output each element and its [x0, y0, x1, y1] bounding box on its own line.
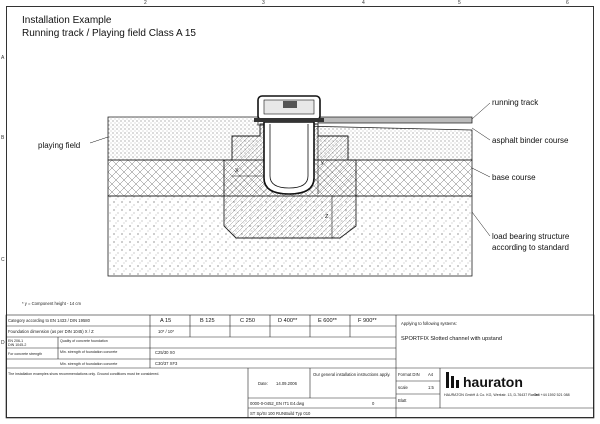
row-concrete-norm-a: EN 206-1: [8, 339, 24, 343]
ruler-top-3: 3: [262, 0, 265, 6]
revision: 0: [372, 401, 375, 406]
label-playing-field: playing field: [38, 141, 81, 150]
ruler-side-d: D: [1, 340, 5, 346]
class-a15: A 15: [160, 318, 172, 324]
row-foundation-value: 10* / 10*: [158, 329, 175, 334]
dimension-z-label: Z: [325, 214, 329, 220]
class-d400: D 400**: [278, 318, 298, 324]
scale-value: 1:5: [428, 385, 434, 390]
class-e600: E 600**: [318, 318, 337, 324]
disclaimer: The installation examples show recommendations only. Ground conditions must be considered.: [8, 372, 160, 376]
channel-body: [264, 122, 314, 194]
ruler-side-b: B: [1, 135, 5, 141]
leader-playing-field: [90, 137, 108, 143]
date-value: 14.09.2006: [276, 381, 297, 386]
leader-running-track: [472, 103, 490, 119]
table-header-left: Category according to EN 1433 / DIN 19580: [8, 318, 90, 323]
class-c250: C 250: [240, 318, 255, 324]
row-concrete-norm-b: DIN 1045-2: [8, 343, 27, 347]
dimension-y-label: y: [321, 160, 324, 166]
file-reference: ST Sp/SI 100 RUNBuild Typ 010: [250, 411, 311, 416]
row-concrete-quality: Quality of concrete foundation: [60, 339, 108, 343]
company-phone: Tel. +44 1592 521 088: [534, 393, 570, 397]
channel-flange: [254, 118, 324, 122]
hauraton-logo-icon: [446, 372, 459, 388]
format-value: A4: [428, 372, 434, 377]
company-address: HAURATON GmbH & Co. KG, Werkstr. 13, D-76437 Rastatt: [444, 393, 540, 397]
running-track-layer: [318, 117, 472, 123]
applying-system: SPORTFIX Slotted channel with upstand: [401, 336, 502, 342]
date-label: Date:: [258, 381, 269, 386]
applying-title: Applying to following systems:: [401, 321, 457, 326]
general-info: Our general installation instructions apply.: [313, 372, 391, 377]
company-logo-text: hauraton: [463, 374, 523, 390]
ruler-side-a: A: [1, 55, 5, 61]
dimension-x-label: X: [235, 168, 239, 174]
footnote: * y = Component height - 14 cm: [22, 301, 82, 306]
row-strength-value-1: C25/30 X0: [155, 350, 175, 355]
row-strength-label: For concrete strength: [8, 352, 43, 356]
row-strength-value-2: C30/37 XF3: [155, 361, 178, 366]
row-strength-desc-2: Min. strength of foundation concrete: [60, 362, 118, 366]
ruler-side-c: C: [1, 257, 5, 263]
leader-load-bearing: [472, 212, 490, 236]
label-running-track: running track: [492, 98, 539, 107]
row-foundation-label: Foundation dimension (as per DIN 1045) X / Z: [8, 329, 94, 334]
drawing-number: 0000-0-0452_EN IT1 E4.dwg: [250, 401, 305, 406]
ruler-top-6: 6: [566, 0, 569, 6]
class-f900: F 900**: [358, 318, 377, 324]
label-asphalt: asphalt binder course: [492, 136, 569, 145]
sheet-label: Blatt: [398, 398, 407, 403]
scale-label: scale: [398, 385, 408, 390]
title-line-2: Running track / Playing field Class A 15: [22, 28, 196, 39]
title-line-1: Installation Example: [22, 15, 112, 26]
class-b125: B 125: [200, 318, 215, 324]
ruler-top-4: 4: [362, 0, 365, 6]
leader-asphalt: [472, 128, 490, 140]
row-strength-desc-1: Min. strength of foundation concrete: [60, 350, 118, 354]
label-base-course: base course: [492, 173, 536, 182]
label-load-bearing-1: load bearing structure: [492, 232, 570, 241]
leader-base-course: [472, 168, 490, 177]
format-label: Format DIN: [398, 372, 420, 377]
ruler-top-2: 2: [144, 0, 147, 6]
label-load-bearing-2: according to standard: [492, 243, 569, 252]
ruler-top-5: 5: [458, 0, 461, 6]
grating-slot: [283, 101, 297, 108]
